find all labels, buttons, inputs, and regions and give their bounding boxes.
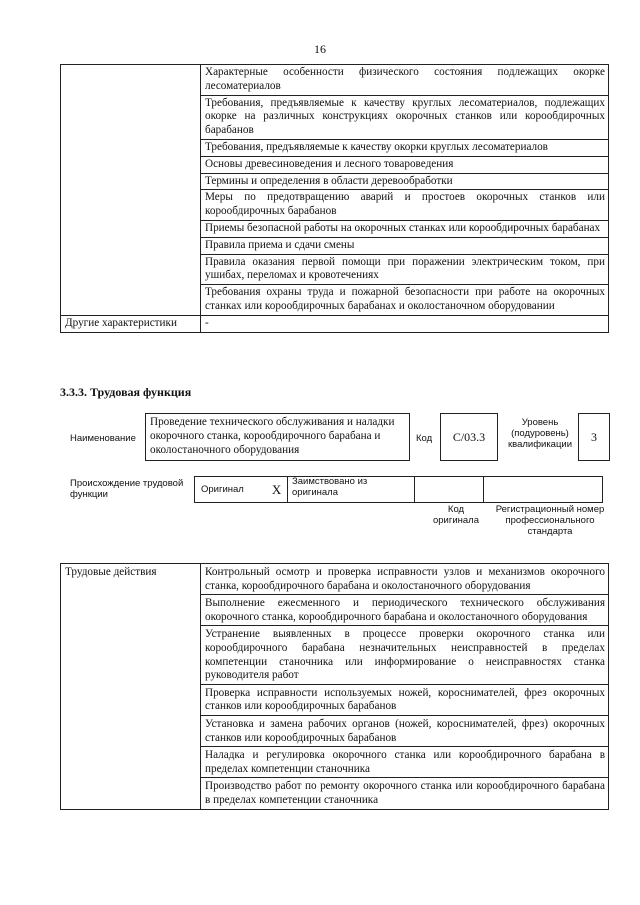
original-mark: X [271, 481, 282, 497]
qualification-level-box: 3 [578, 413, 610, 461]
action-item: Наладка и регулировка окорочного станка или корообдирочного барабана в пределах компетенции станочника [201, 747, 609, 778]
table-row [61, 315, 609, 332]
knowledge-item: Термины и определения в области деревообработки [201, 173, 609, 190]
knowledge-item: Требования, предъявляемые к качеству круглых лесоматериалов, подлежащих окорке на различных конструкциях окорочных станков или корообдирочных барабанов [201, 95, 609, 139]
actions-label: Трудовые действия [61, 564, 201, 810]
knowledge-item: Требования охраны труда и пожарной безопасности при работе на окорочных станках или корообдирочных барабанах и околостаночном оборудовании [201, 285, 609, 316]
name-label: Наименование [70, 433, 136, 444]
code-label: Код [416, 433, 433, 444]
action-item: Контрольный осмотр и проверка исправности узлов и механизмов окорочного станка, корообдирочного барабана и околостаночного оборудования [201, 564, 609, 595]
knowledge-item: Требования, предъявляемые к качеству окорки круглых лесоматериалов [201, 139, 609, 156]
knowledge-table [60, 64, 609, 333]
action-item: Устранение выявленных в процессе проверки окорочного станка или корообдирочного барабана незначительных неисправностей в пределах компетенции станочника или информирование о неисправностях станка руководителя работ [201, 626, 609, 684]
action-item: Установка и замена рабочих органов (ножей, короснимателей, фрез) окорочных станков или корообдирочных барабанов [201, 715, 609, 746]
knowledge-item: Правила оказания первой помощи при поражении электрическим током, при ушибах, переломах и кровотечениях [201, 254, 609, 285]
original-label: Оригинал [201, 484, 244, 495]
original-cell [194, 476, 288, 503]
registration-number-caption: Регистрационный номер профессионального стандарта [495, 504, 605, 537]
section-heading: 3.3.3. Трудовая функция [60, 385, 192, 399]
other-characteristics-label: Другие характеристики [61, 315, 201, 332]
origin-label: Происхождение трудовой функции [70, 478, 184, 500]
action-item: Производство работ по ремонту окорочного станка или корообдирочного барабана в пределах компетенции станочника [201, 778, 609, 809]
knowledge-item: Меры по предотвращению аварий и простоев окорочных станков или корообдирочных барабанов [201, 190, 609, 221]
qualification-level-label: Уровень (подуровень) квалификации [507, 417, 573, 450]
action-item: Проверка исправности используемых ножей, короснимателей, фрез окорочных станков или корообдирочных барабанов [201, 684, 609, 715]
function-name-box: Проведение технического обслуживания и наладки окорочного станка, корообдирочного барабана и околостаночного оборудования [145, 413, 410, 461]
original-code-cell [414, 476, 484, 503]
borrowed-cell: Заимствовано из оригинала [287, 476, 415, 503]
knowledge-label-cell [61, 65, 201, 316]
original-code-caption: Код оригинала [432, 504, 479, 526]
page-number: 16 [314, 42, 326, 56]
table-row [61, 65, 609, 96]
actions-table [60, 563, 609, 810]
origin-row [195, 476, 603, 503]
table-row [61, 564, 609, 595]
knowledge-item: Характерные особенности физического состояния подлежащих окорке лесоматериалов [201, 65, 609, 96]
registration-number-cell [483, 476, 603, 503]
knowledge-item: Основы древесиноведения и лесного товароведения [201, 156, 609, 173]
knowledge-item: Приемы безопасной работы на окорочных станках или корообдирочных барабанах [201, 220, 609, 237]
function-code-box: С/03.3 [440, 413, 498, 461]
knowledge-item: Правила приема и сдачи смены [201, 237, 609, 254]
other-characteristics-value: - [201, 315, 609, 332]
action-item: Выполнение ежесменного и периодического технического обслуживания окорочного станка, корообдирочного барабана и околостаночного оборудования [201, 595, 609, 626]
